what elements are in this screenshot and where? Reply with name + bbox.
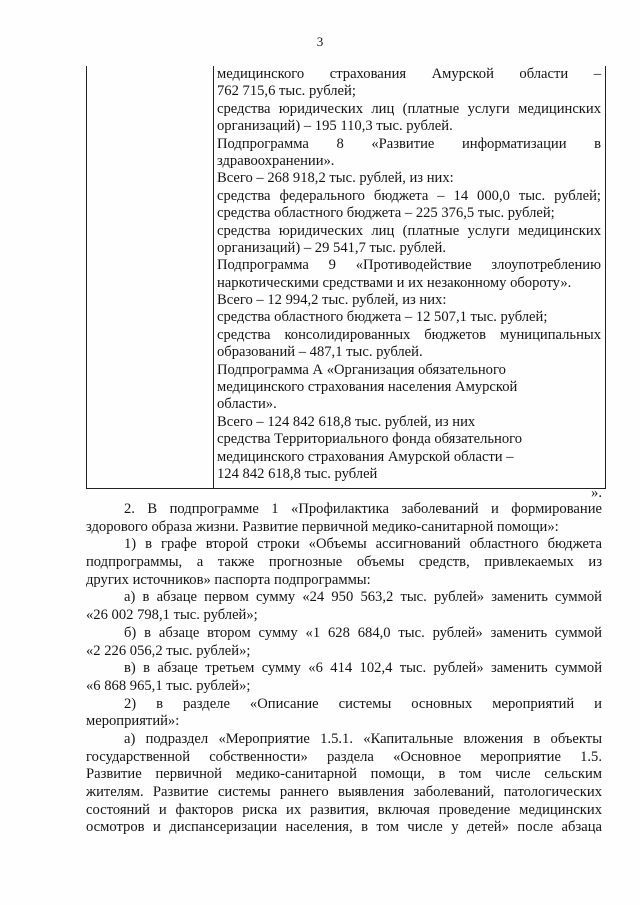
table-cell-line: медицинского страхования населения Амурской — [217, 379, 518, 396]
body-text-line: б) в абзаце втором сумму «1 628 684,0 тыс. рублей» заменить суммой — [124, 624, 602, 641]
body-text-line: а) подраздел «Мероприятие 1.5.1. «Капитальные вложения в объекты — [124, 730, 602, 747]
table-cell-line: Всего – 268 918,2 тыс. рублей, из них: — [217, 170, 454, 187]
table-cell-line: средства Территориального фонда обязательного — [217, 431, 523, 448]
body-text-line: Развитие первичной медико-санитарной помощи, в том числе сельским — [86, 766, 602, 783]
table-cell-line: медицинского страхования Амурской области – — [217, 66, 601, 82]
table-cell-line: Подпрограмма 8 «Развитие информатизации в — [217, 135, 601, 152]
body-text-line: «6 868 965,1 тыс. рублей»; — [86, 677, 251, 694]
table-cell-line: 762 715,6 тыс. рублей; — [217, 83, 356, 100]
body-text-line: здорового образа жизни. Развитие первичной медико-санитарной помощи»: — [86, 518, 559, 535]
closing-quote-mark: ». — [591, 485, 602, 501]
table-cell-line: средства областного бюджета – 225 376,5 тыс. рублей; — [217, 205, 555, 222]
body-text-line: подпрограммы, а также прогнозные объемы средств, привлекаемых из — [86, 554, 602, 571]
body-text-line: «26 002 798,1 тыс. рублей»; — [86, 607, 258, 624]
table-cell-content — [217, 66, 601, 483]
body-text-line: государственной собственности» раздела «Основное мероприятие 1.5. — [86, 748, 602, 765]
table-cell-line: средства консолидированных бюджетов муниципальных — [217, 326, 601, 343]
table-cell-line: средства юридических лиц (платные услуги медицинских — [217, 100, 601, 117]
table-cell-line: Подпрограмма А «Организация обязательного — [217, 361, 506, 378]
body-text-line: 1) в графе второй строки «Объемы ассигнований областного бюджета — [124, 536, 602, 553]
body-text — [86, 501, 602, 837]
table-cell-line: наркотическими средствами и их незаконному обороту». — [217, 274, 572, 291]
table-cell-line: области». — [217, 396, 277, 413]
table-cell-line: здравоохранении». — [217, 152, 335, 169]
table-cell-line: Всего – 124 842 618,8 тыс. рублей, из них — [217, 413, 476, 430]
table-cell-line: Всего – 12 994,2 тыс. рублей, из них: — [217, 292, 447, 309]
body-text-line: мероприятий»: — [86, 713, 180, 730]
body-text-line: «2 226 056,2 тыс. рублей»; — [86, 642, 251, 659]
body-text-line: 2. В подпрограмме 1 «Профилактика заболеваний и формирование — [124, 501, 602, 517]
table-cell-line: средства юридических лиц (платные услуги медицинских — [217, 222, 601, 239]
body-text-line: а) в абзаце первом сумму «24 950 563,2 тыс. рублей» заменить суммой — [124, 589, 602, 606]
body-text-line: осмотров и диспансеризации населения, в том числе у детей» после абзаца — [86, 819, 602, 836]
table-cell-line: Подпрограмма 9 «Противодействие злоупотреблению — [217, 257, 601, 274]
body-text-line: в) в абзаце третьем сумму «6 414 102,4 тыс. рублей» заменить суммой — [124, 660, 602, 677]
page-number: 3 — [316, 34, 324, 49]
table-cell-line: образований – 487,1 тыс. рублей. — [217, 344, 423, 361]
body-text-line: 2) в разделе «Описание системы основных мероприятий и — [124, 695, 602, 712]
body-text-line: состояний и факторов риска их развития, включая проведение медицинских — [86, 801, 602, 818]
table-cell-line: организаций) – 29 541,7 тыс. рублей. — [217, 239, 446, 256]
table-cell-line: средства федерального бюджета – 14 000,0 тыс. рублей; — [217, 187, 601, 204]
table-cell-line: средства областного бюджета – 12 507,1 тыс. рублей; — [217, 309, 548, 326]
table-cell-line: организаций) – 195 110,3 тыс. рублей. — [217, 118, 453, 135]
table-cell-line: 124 842 618,8 тыс. рублей — [217, 465, 378, 482]
body-text-line: жителям. Развитие системы раннего выявления заболеваний, патологических — [86, 784, 602, 800]
table-column-divider — [213, 66, 214, 489]
table-cell-line: медицинского страхования Амурской области – — [217, 448, 514, 465]
body-text-line: других источников» паспорта подпрограммы: — [86, 571, 371, 588]
